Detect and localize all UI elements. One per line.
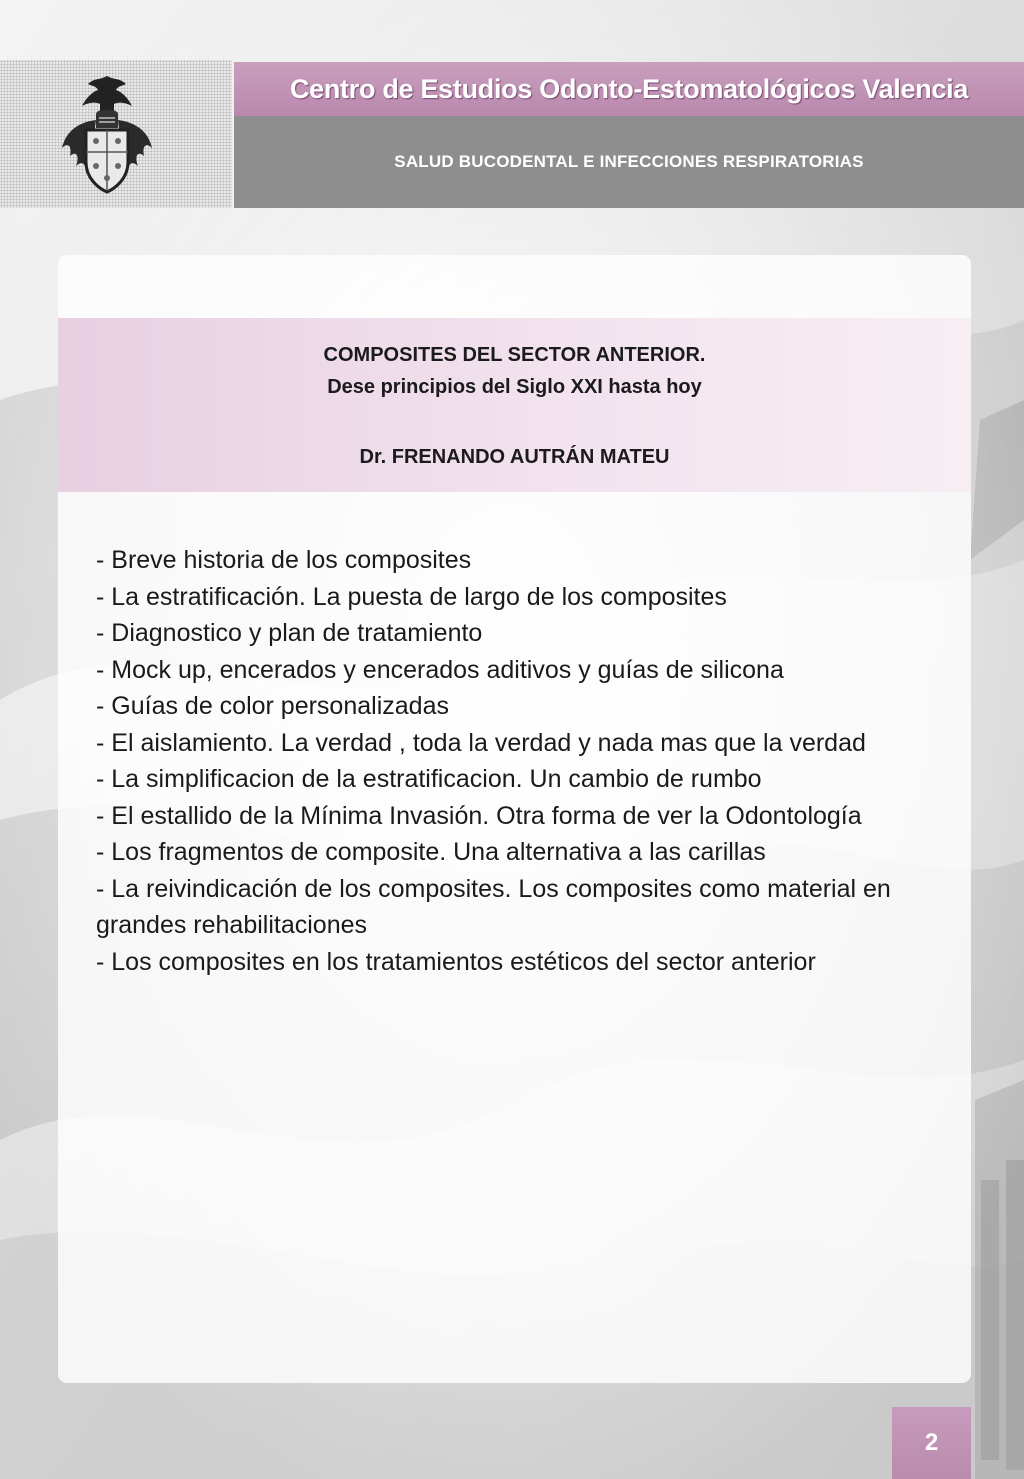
course-header [58, 318, 971, 492]
topic-item: - Los composites en los tratamientos estéticos del sector anterior [96, 947, 816, 976]
course-author: Dr. FRENANDO AUTRÁN MATEU [359, 446, 670, 468]
topic-item: - La reivindicación de los composites. Los composites como material en grandes rehabilitaciones [96, 874, 891, 939]
topic-item: - El aislamiento. La verdad , toda la verdad y nada mas que la verdad [96, 728, 866, 757]
page-number-box [892, 1407, 971, 1479]
topic-item: - El estallido de la Mínima Invasión. Otra forma de ver la Odontología [96, 801, 862, 830]
topic-item: - Breve historia de los composites [96, 546, 472, 574]
header-subtitle-bar [234, 116, 1024, 208]
logo-box [0, 60, 232, 208]
coat-of-arms-logo [52, 70, 162, 198]
page-number: 2 [924, 1429, 939, 1456]
topic-list [96, 542, 956, 980]
topic-item: - Diagnostico y plan de tratamiento [96, 619, 483, 647]
header-subtitle: SALUD BUCODENTAL E INFECCIONES RESPIRATORIAS [394, 152, 864, 171]
topic-item: - La simplificacion de la estratificacion. Un cambio de rumbo [96, 765, 762, 793]
course-subtitle: Dese principios del Siglo XXI hasta hoy [327, 376, 702, 398]
topic-item: - Mock up, encerados y encerados aditivos y guías de silicona [96, 655, 784, 684]
header-title-bar [234, 62, 1024, 116]
topic-item: - La estratificación. La puesta de largo de los composites [96, 582, 727, 611]
course-title: COMPOSITES DEL SECTOR ANTERIOR. [323, 344, 706, 366]
topic-item: - Guías de color personalizadas [96, 692, 449, 720]
header-title: Centro de Estudios Odonto-Estomatológicos Valencia [289, 73, 969, 104]
topic-item: - Los fragmentos de composite. Una alternativa a las carillas [96, 838, 766, 866]
